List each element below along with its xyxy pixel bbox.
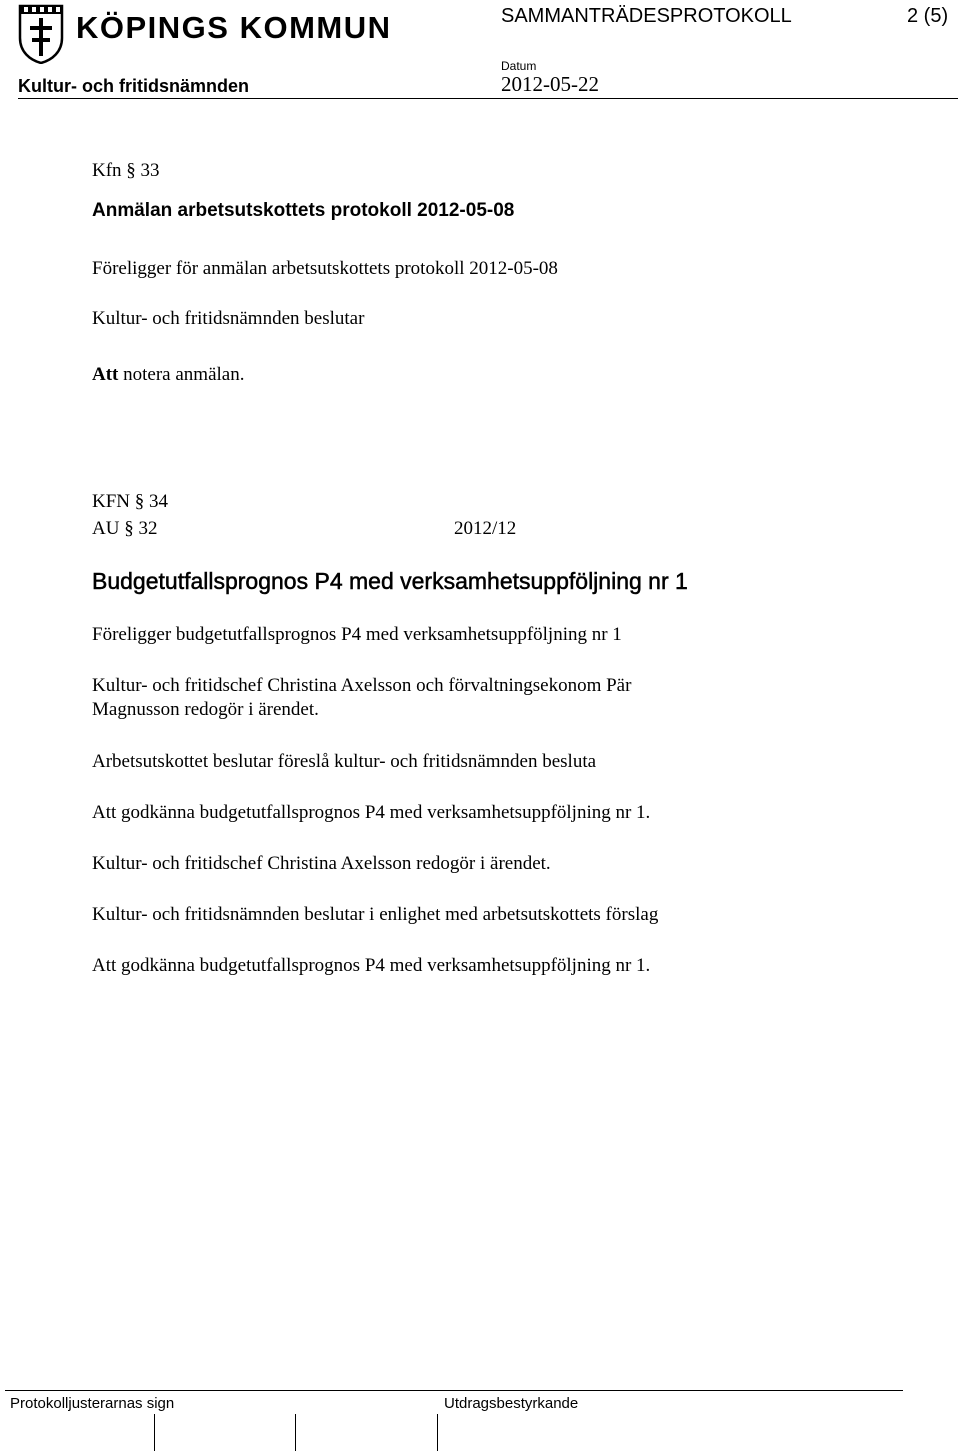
signature-label: Protokolljusterarnas sign [10,1395,175,1412]
paragraph: Att godkänna budgetutfallsprognos P4 med verksamhetsuppföljning nr 1. [92,955,651,976]
decision-text: notera anmälan. [118,364,245,385]
footer-divider [5,1390,903,1391]
decision-lead: Att [92,364,119,385]
committee-name: Kultur- och fritidsnämnden [18,76,249,96]
organization-name: KÖPINGS KOMMUN [76,10,392,45]
section-title: Anmälan arbetsutskottets protokoll 2012-05-08 [92,200,515,221]
section-reference: KFN § 34 [92,491,169,512]
paragraph: Föreligger för anmälan arbetsutskottets protokoll 2012-05-08 [92,258,558,279]
paragraph: Kultur- och fritidschef Christina Axelsson och förvaltningsekonom Pär [92,675,632,696]
document-type: SAMMANTRÄDESPROTOKOLL [501,5,792,27]
section-reference-au: AU § 32 [92,518,158,539]
certification-label: Utdragsbestyrkande [444,1395,579,1412]
signature-box-divider [154,1414,155,1451]
paragraph: Att godkänna budgetutfallsprognos P4 med verksamhetsuppföljning nr 1. [92,802,651,823]
section-title: Budgetutfallsprognos P4 med verksamhetsuppföljning nr 1 [92,568,688,594]
paragraph: Kultur- och fritidschef Christina Axelsson redogör i ärendet. [92,853,551,874]
paragraph: Kultur- och fritidsnämnden beslutar i enlighet med arbetsutskottets förslag [92,904,659,925]
header-divider [18,98,958,99]
section-reference: Kfn § 33 [92,160,160,181]
decision-paragraph [92,364,244,386]
paragraph: Föreligger budgetutfallsprognos P4 med verksamhetsuppföljning nr 1 [92,624,622,645]
page-number: 2 (5) [907,5,949,27]
paragraph: Magnusson redogör i ärendet. [92,699,319,720]
paragraph: Arbetsutskottet beslutar föreslå kultur- och fritidsnämnden besluta [92,751,597,772]
date-label: Datum [501,59,537,73]
signature-box-divider [437,1414,438,1451]
diary-number: 2012/12 [454,518,517,539]
signature-box-divider [295,1414,296,1451]
paragraph: Kultur- och fritidsnämnden beslutar [92,308,365,329]
date-value: 2012-05-22 [501,72,599,96]
municipality-crest-icon [18,4,64,64]
